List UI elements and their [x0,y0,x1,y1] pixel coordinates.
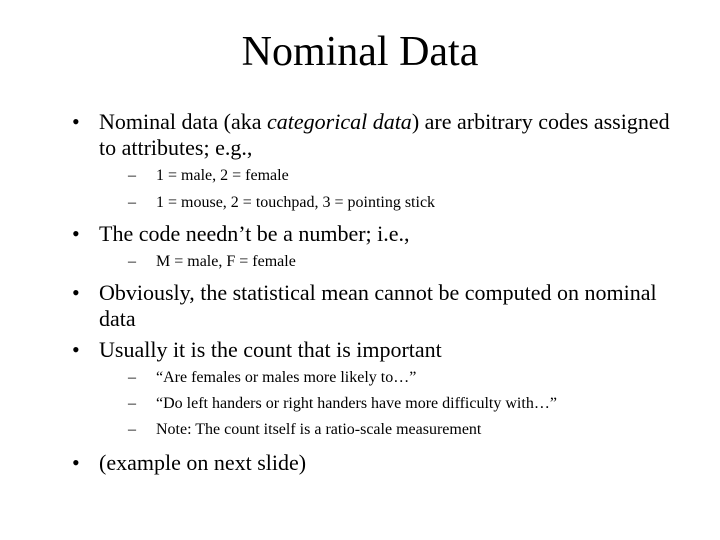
subbullet-text: “Do left handers or right handers have more difficulty with…” [156,395,557,412]
dash-mark: – [128,253,136,270]
subbullet-left-right-handers [128,394,688,414]
bullet-text: (example on next slide) [99,450,307,475]
bullet-nominal-definition [72,109,672,161]
subbullet-m-f [128,252,688,272]
dash-mark: – [128,194,136,211]
subbullet-male-female [128,166,688,186]
dash-mark: – [128,167,136,184]
bullet-text: Obviously, the statistical mean cannot be computed on nominal data [99,280,657,331]
subbullet-mouse-touchpad [128,193,688,213]
subbullet-females-males [128,368,688,388]
dash-mark: – [128,369,136,386]
subbullet-count-ratio-scale [128,420,688,440]
emphasis-categorical-data: categorical data [267,109,412,134]
bullet-count-important [72,337,672,363]
bullet-code-not-number [72,221,672,247]
subbullet-text: 1 = male, 2 = female [156,167,289,184]
slide-title: Nominal Data [241,29,479,75]
bullet-mark: • [72,337,80,362]
subbullet-text: M = male, F = female [156,253,296,270]
bullet-text: The code needn’t be a number; i.e., [99,221,410,246]
bullet-mark: • [72,221,80,246]
bullet-text-part: Nominal data (aka [99,109,267,134]
subbullet-text: Note: The count itself is a ratio-scale measurement [156,421,482,438]
dash-mark: – [128,395,136,412]
subbullet-text: 1 = mouse, 2 = touchpad, 3 = pointing stick [156,194,436,211]
subbullet-text: “Are females or males more likely to…” [156,369,417,386]
bullet-text: Usually it is the count that is important [99,337,442,362]
bullet-mark: • [72,280,80,305]
bullet-mean-not-computed [72,280,672,332]
bullet-mark: • [72,450,80,475]
bullet-example-next-slide [72,450,672,476]
bullet-text [99,109,672,161]
bullet-mark: • [72,109,80,134]
bullet-text-part: ) are arbitrary codes assigned to attributes; e.g., [99,109,670,160]
dash-mark: – [128,421,136,438]
